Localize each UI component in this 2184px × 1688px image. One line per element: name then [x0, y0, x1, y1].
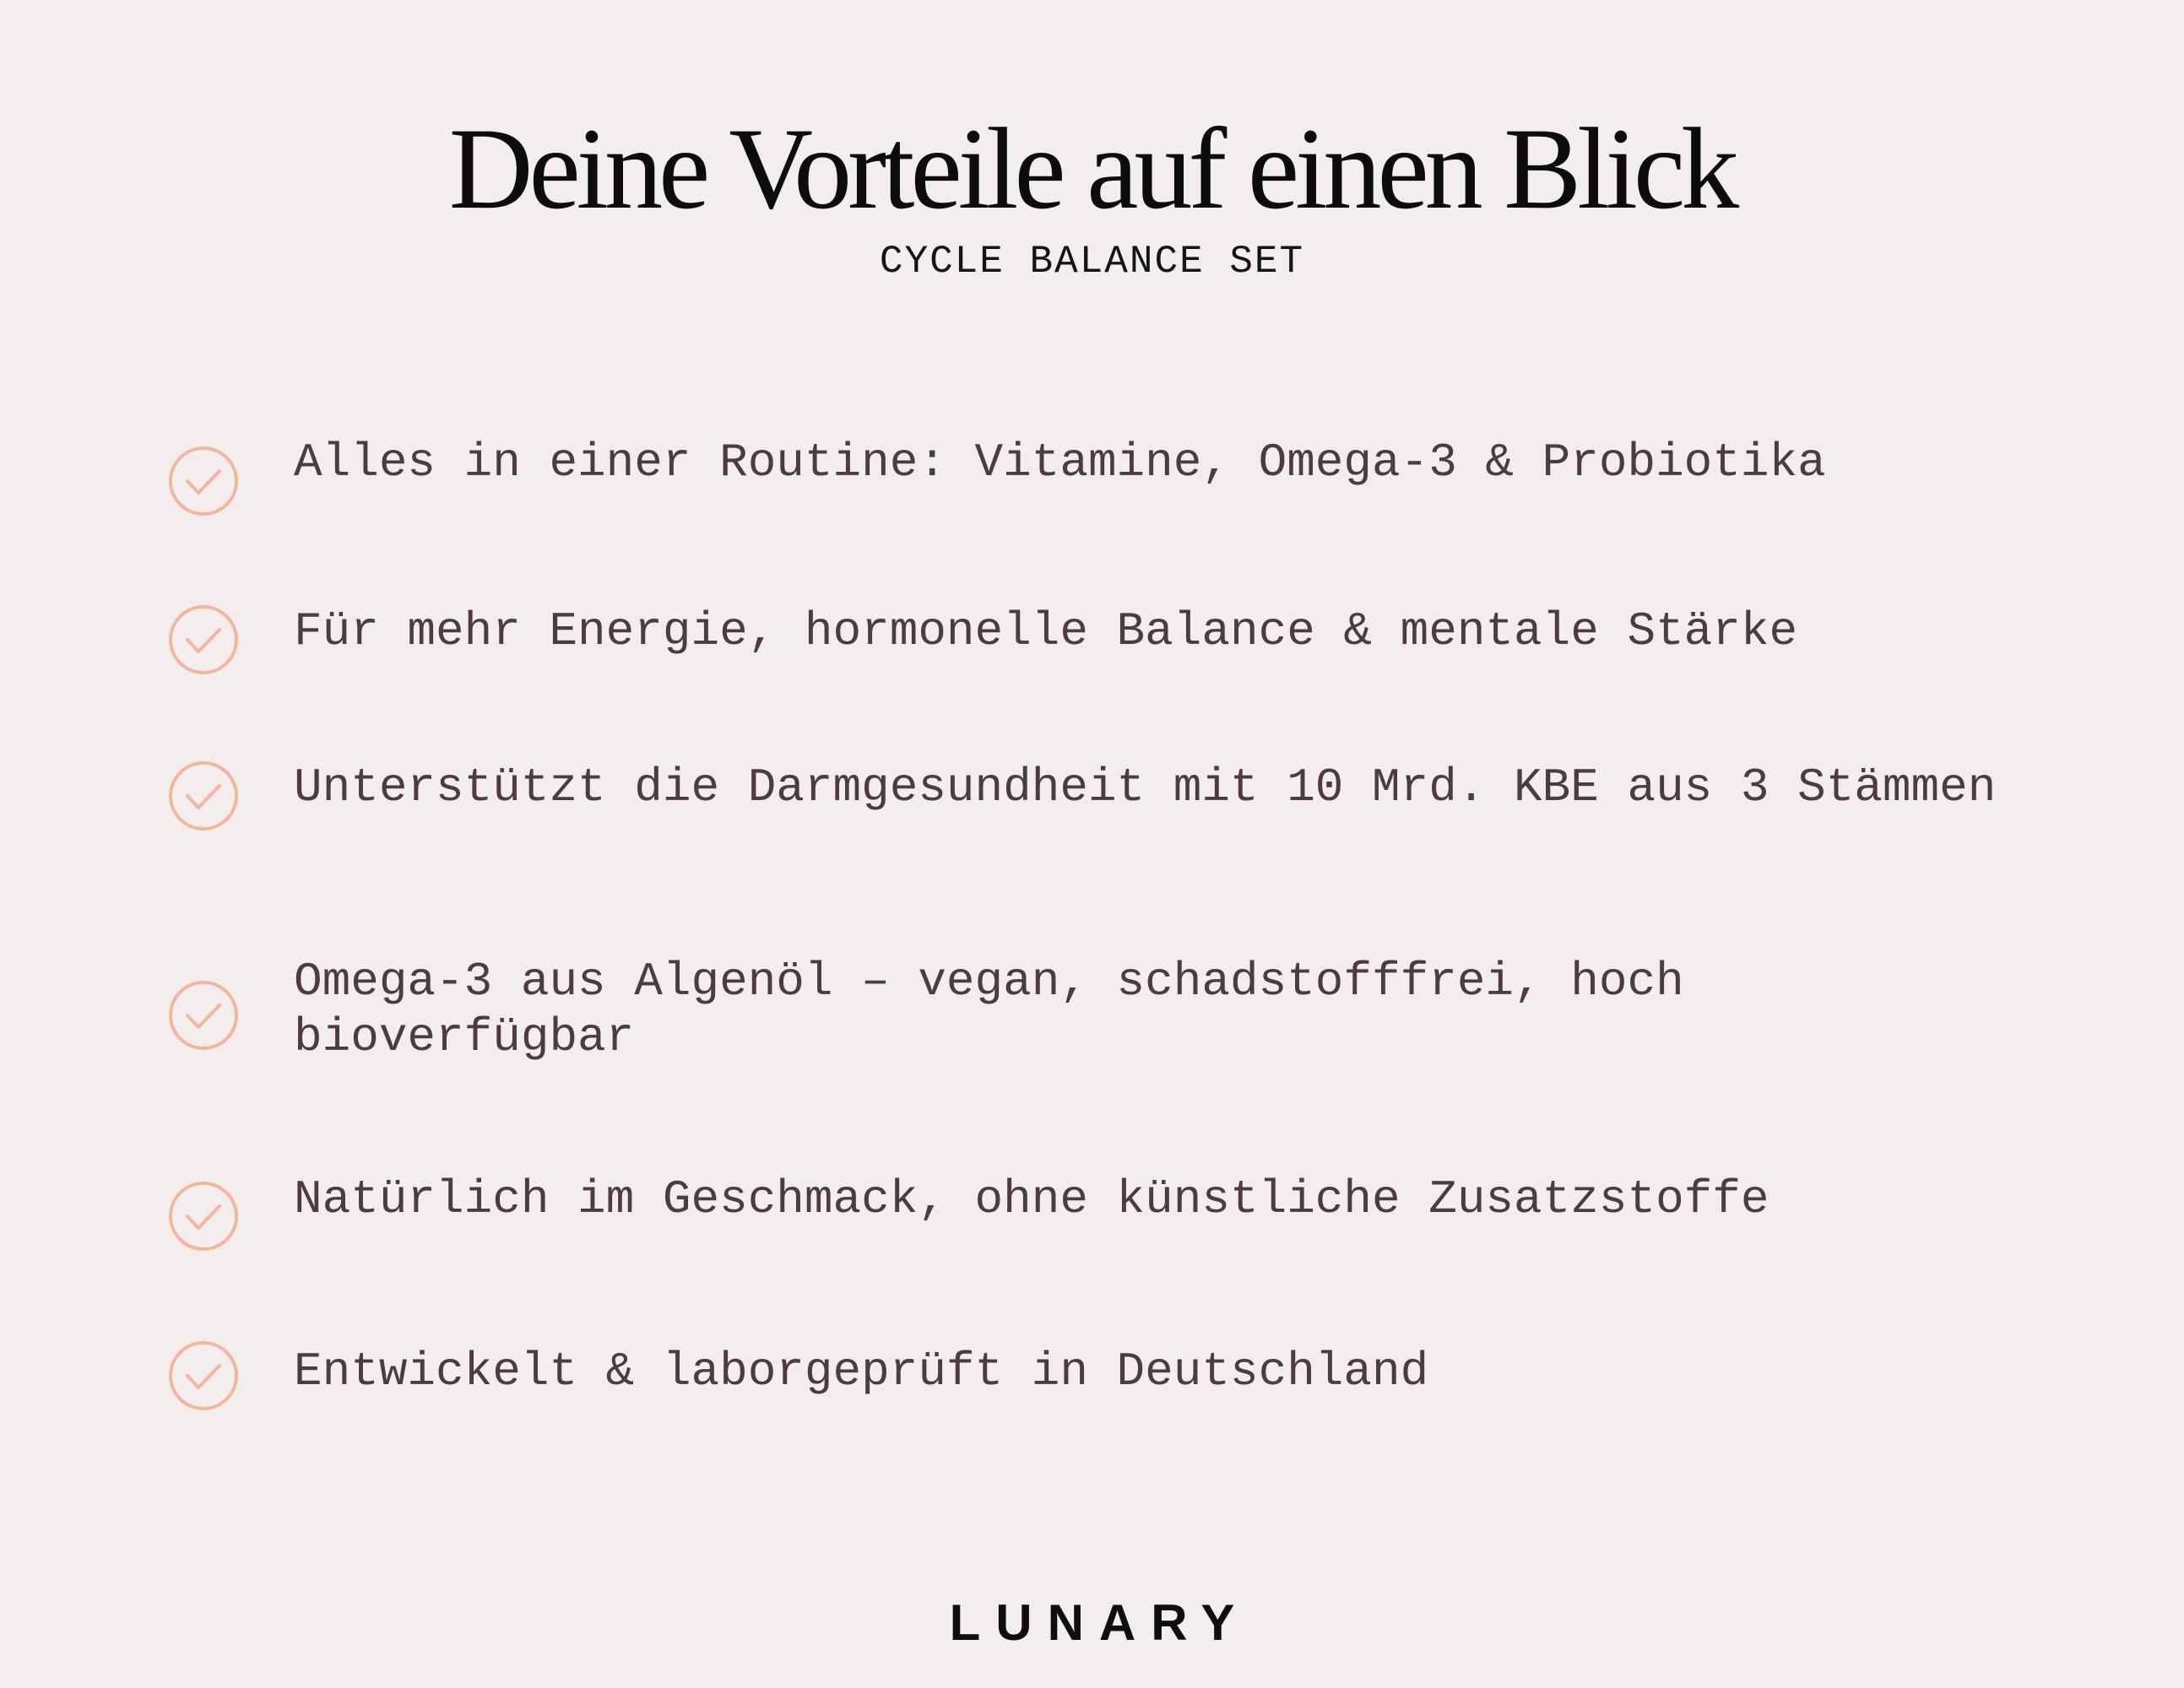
check-circle-icon — [167, 445, 240, 517]
check-circle-icon — [167, 1180, 240, 1252]
page-title: Deine Vorteile auf einen Blick — [448, 104, 1736, 233]
benefit-text: Alles in einer Routine: Vitamine, Omega-3 & Probiotika — [294, 436, 1826, 490]
check-circle-icon — [167, 603, 240, 676]
benefit-text: Unterstützt die Darmgesundheit mit 10 Mrd. KBE aus 3 Stämmen — [294, 760, 1997, 814]
page-subtitle: CYCLE BALANCE SET — [879, 240, 1305, 284]
benefit-item — [167, 435, 2067, 519]
check-circle-icon — [167, 979, 240, 1052]
benefit-item — [167, 760, 2067, 844]
benefit-item — [167, 955, 2067, 1064]
benefit-text: Omega-3 aus Algenöl – vegan, schadstofffrei, hoch bioverfügbar — [294, 955, 1684, 1064]
benefit-text: Entwickelt & laborgeprüft in Deutschland — [294, 1344, 1429, 1399]
check-circle-icon — [167, 1339, 240, 1412]
brand-logo: LUNARY — [949, 1594, 1250, 1651]
benefit-item — [167, 1339, 2067, 1424]
benefit-item — [167, 603, 2067, 688]
benefit-text: Für mehr Energie, hormonelle Balance & mentale Stärke — [294, 604, 1798, 658]
benefit-text: Natürlich im Geschmack, ohne künstliche Zusatzstoffe — [294, 1172, 1769, 1226]
check-circle-icon — [167, 760, 240, 832]
benefit-item — [167, 1172, 2067, 1264]
